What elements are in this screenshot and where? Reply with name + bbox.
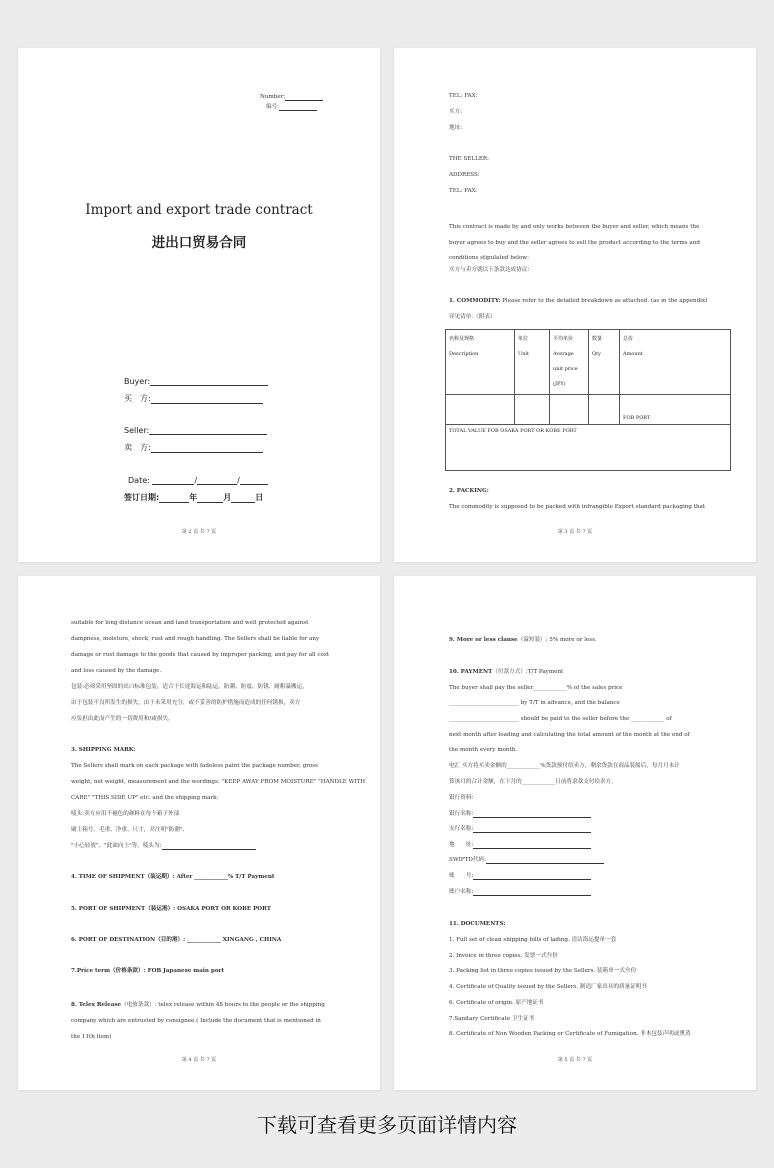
page-footer: 第 3 页 共 7 页 (557, 529, 593, 535)
bank-field-label: 账 号: (449, 873, 474, 879)
paragraph-line: 包装:必须采用坚固的出口标准包装。适合于长途海运和陆运，防潮、防震、防锈、耐粗暴搬运， (71, 684, 308, 690)
paragraph-line: weight, net weight, measurement and the wordings: "KEEP AWAY FROM MOISTURE" "HANDLE WITH (71, 779, 366, 785)
buyer-en-label: Buyer: (124, 377, 151, 386)
contract-page-3 (394, 48, 756, 562)
month-label: 月 (223, 493, 232, 502)
page-footer: 第 5 页 共 7 页 (557, 1057, 593, 1063)
table-row (446, 395, 731, 425)
shipping-mark-text: "小心轻放"、"此面向上"等。唛头为: (71, 843, 162, 849)
paragraph-line: The buyer shall pay the seller____________% of the sales price (449, 685, 623, 691)
date-line: Date: / / (128, 476, 268, 485)
more-less-clause (449, 637, 597, 644)
bank-field (449, 842, 591, 849)
header-cn: 名称及规格 (449, 336, 475, 342)
payment-line (449, 669, 563, 676)
table-cell (446, 395, 515, 425)
table-cell (550, 395, 589, 425)
bank-info-label: 银行资料: (449, 795, 474, 801)
contract-page-cover (18, 48, 380, 562)
telex-text: （电放条款）: telex release within 48 hours to the people or the shipping company which are entrusted by consignee.( Include the document that is mentioned in the 11th item) (71, 1002, 325, 1040)
port-of-shipment: 5. PORT OF SHIPMENT（装运港）: OSAKA PORT OR KOBE PORT (71, 906, 271, 912)
the-seller: THE SELLER: (449, 156, 489, 162)
header-cn: 总价 (623, 336, 634, 342)
title-en: Import and export trade contract (85, 202, 313, 218)
seller-cn-label: 卖 方: (124, 443, 151, 452)
date-label: Date: (128, 476, 150, 485)
page-footer: 第 2 页 共 7 页 (181, 529, 217, 535)
buyer-cn-label: 买 方: (124, 394, 151, 403)
bank-field (449, 811, 591, 818)
day-label: 日 (255, 493, 264, 502)
payment-text: （付款方式）:T/T Payment (492, 669, 564, 675)
header-en: Qty (592, 351, 601, 357)
header-cn: 平均单价 (553, 336, 574, 342)
page-footer: 第 4 页 共 7 页 (181, 1057, 217, 1063)
bank-field (449, 857, 604, 864)
intro-cn: 买方与卖方就以下条款达成协议: (449, 267, 530, 273)
document-item: 1. Full set of clean shipping bills of lading. 清洁海运提单一套 (449, 937, 617, 943)
paragraph-line: _________________________ should be paid to the seller before the ____________ of (449, 716, 672, 722)
documents-title: 11. DOCUMENTS: (449, 921, 506, 927)
paragraph-line: 应负担由此而产生的一切费用和/或损失。 (71, 716, 174, 722)
sign-date-line (124, 492, 263, 503)
header-cell (589, 330, 620, 395)
table-cell (589, 395, 620, 425)
year-label: 年 (189, 493, 198, 502)
address: ADDRESS: (449, 172, 480, 178)
paragraph-line: the month every month. (449, 747, 518, 753)
header-cn: 单位 (518, 336, 529, 342)
bianhao-field (266, 104, 317, 111)
fob-port-cell: FOB PORT (620, 395, 731, 425)
time-of-shipment: 4. TIME OF SHIPMENT（装运期）: After ____________% T/T Payment (71, 874, 275, 880)
paragraph-line: dampness, moisture, shock, rust and rough handling. The Sellers shall be liable for any (71, 636, 320, 642)
commodity-title: 1. COMMODITY: (449, 298, 501, 304)
telex-release (71, 997, 329, 1045)
address-cn: 地址: (449, 125, 463, 131)
table-header-row (446, 330, 731, 395)
sign-date-label: 签订日期: (124, 493, 160, 502)
bank-field (449, 873, 591, 880)
paragraph-line: CARE" "THIS SIDE UP" etc. and the shipping mark: (71, 795, 219, 801)
header-cell (515, 330, 550, 395)
document-item: 3. Packing list in three copies issued by the Sellers. 装箱单一式叁份 (449, 968, 637, 974)
paragraph-line: next month after loading and calculating the total amount of the month at the end of (449, 732, 690, 738)
seller-en-line (124, 426, 267, 435)
bank-field-label: 账户名称: (449, 889, 474, 895)
packing-title: 2. PACKING: (449, 488, 489, 494)
header-cell (550, 330, 589, 395)
packing-text: The commodity is supposed to be packed with infrangible Export standard packaging that (449, 504, 706, 510)
total-value: TOTAL VALUE FOB OSAKA PORT OR KOBE PORT (446, 425, 731, 471)
port-of-destination: 6. PORT OF DESTINATION（目的港）: ____________ XINGANG , CHINA (71, 937, 282, 943)
contract-page-5 (394, 576, 756, 1090)
paragraph-line: suitable for long distance ocean and land transportation and well protected against (71, 620, 309, 626)
paragraph-line: The Sellers shall mark on each package with fadeless paint the package number, gross (71, 763, 318, 769)
paragraph-line: 刷上箱号、毛重、净重、尺寸，并注明"防潮"、 (71, 827, 189, 833)
paragraph-line: damage or rust damage to the goods that caused by improper packing, and pay for all cost (71, 652, 330, 658)
bank-field-label: 支行名称: (449, 826, 474, 832)
table-cell (515, 395, 550, 425)
paragraph-line: 唛头:卖方应用不褪色的颜料在每个箱子外部 (71, 811, 180, 817)
commodity-line (449, 298, 707, 305)
document-item: 6. Certificate of origin. 原产地证书 (449, 1000, 544, 1006)
paragraph-line: 电汇 买方将买卖金额的____________%货款预付给卖方，剩余货款在商品装船后，每月月末计 (449, 763, 680, 769)
header-cell (446, 330, 515, 395)
shipping-mark-line (71, 843, 256, 850)
buyer-cn-line (124, 393, 263, 404)
bank-field (449, 889, 591, 896)
commodity-cn: 详见清单.（附表） (449, 314, 496, 320)
bank-field-label: SWIFTD代码: (449, 857, 486, 863)
document-item: 7.Sanitary Certificate 卫生证书 (449, 1016, 535, 1022)
tel-fax: TEL: FAX: (449, 93, 478, 99)
bianhao-label: 编号: (266, 104, 280, 110)
document-item: 2. Invoice in three copies. 发票一式叁份 (449, 953, 558, 959)
header-en: Average unit price (JPY) (553, 351, 578, 387)
price-term: 7.Price term（价格条款）: FOB Japanese main port (71, 968, 225, 974)
buyer-cn: 买方: (449, 109, 463, 115)
header-cn: 数量 (592, 336, 603, 342)
more-less-title: 9. More or less clause (449, 637, 518, 643)
download-caption[interactable]: 下载可查看更多页面详情内容 (257, 1113, 517, 1137)
shipping-mark-title: 3. SHIPPING MARK: (71, 747, 136, 753)
intro-en: This contract is made by and only works between the buyer and seller, which means the buyer agrees to buy and the seller agrees to sell the product according to the terms and conditions stipulated below: (449, 224, 700, 261)
paragraph-line: 算该月的合计金额，在下月的____________日前将余款支付给卖方。 (449, 779, 617, 785)
telex-title: 8. Telex Release (71, 1002, 122, 1008)
contract-page-4 (18, 576, 380, 1090)
bank-field (449, 826, 591, 833)
header-cell (620, 330, 731, 395)
document-item: 8. Certificate of Non Wooden Packing or Certificate of Fumigation. 非木包装声明或熏蒸 (449, 1031, 691, 1037)
header-en: Unit (518, 351, 530, 357)
title-cn: 进出口贸易合同 (151, 235, 247, 251)
table-total-row (446, 425, 731, 471)
commodity-text: Please refer to the detailed breakdown as attached. (as in the appendix) (500, 298, 708, 304)
paragraph-line: and loss caused by the damage. (71, 668, 162, 674)
payment-title: 10. PAYMENT (449, 669, 493, 675)
paragraph-line: 由于包装不良所发生的损失，由于未采用充分，或不妥善的防护措施而造成的任何锈损，卖方 (71, 700, 301, 706)
more-less-text: （溢短装）: 5% more or less. (517, 637, 597, 643)
buyer-en-line (124, 377, 268, 386)
number-label: Number: (260, 94, 286, 100)
seller-cn-line (124, 442, 263, 453)
bank-field-label: 地 址: (449, 842, 474, 848)
seller-en-label: Seller: (124, 426, 150, 435)
bank-field-label: 银行名称: (449, 811, 474, 817)
header-en: Amount (623, 351, 643, 357)
paragraph-line: _________________________ by T/T in advance, and the balance (449, 700, 620, 706)
document-item: 4. Certificate of Quality issued by the Sellers. 制造厂家出具的质量证明书 (449, 984, 647, 990)
number-field (260, 94, 323, 101)
tel-fax-2: TEL: FAX: (449, 188, 478, 194)
header-en: Description (449, 351, 479, 357)
commodity-table (445, 329, 731, 471)
